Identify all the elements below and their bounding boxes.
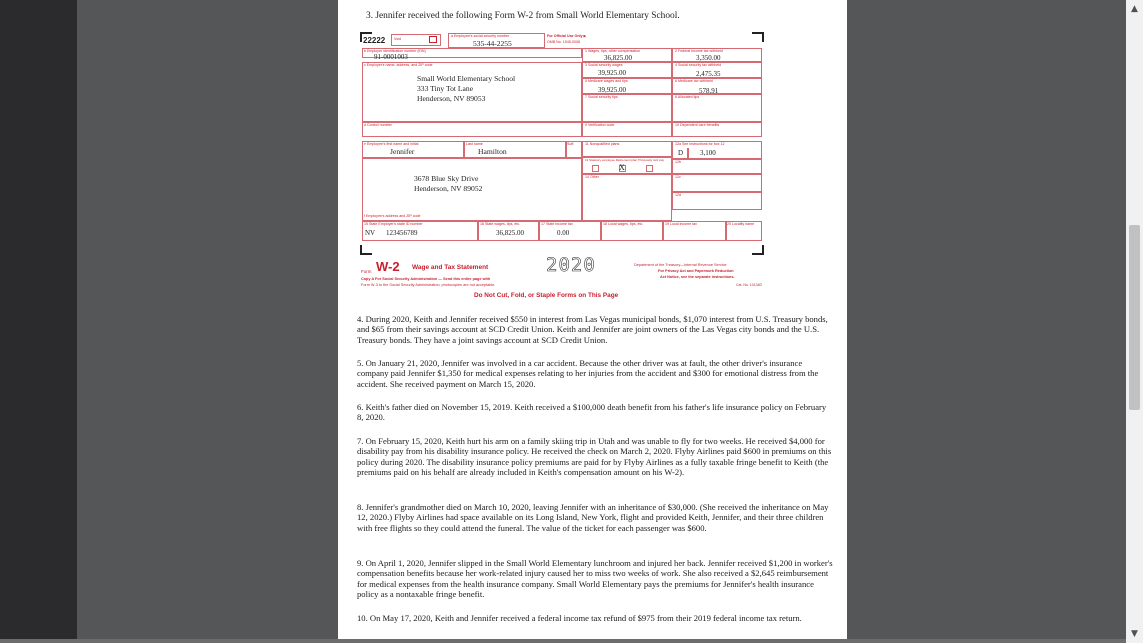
- scroll-down-icon[interactable]: ▼: [1131, 629, 1138, 639]
- privacy-text-2: Act Notice, see the separate instructions.: [660, 275, 735, 279]
- left-panel: [0, 0, 77, 643]
- divider: [662, 221, 664, 241]
- official-use: For Official Use Only ▶: [547, 34, 587, 38]
- form-corner: [752, 245, 764, 255]
- box-4-label: 4 Social security tax withheld: [675, 63, 722, 67]
- box-5-label: 5 Medicare wages and tips: [585, 79, 628, 83]
- box-12d-label: 12d: [675, 193, 681, 197]
- box-7-label: 7 Social security tips: [585, 95, 618, 99]
- question-5: 5. On January 21, 2020, Jennifer was involved in a car accident. Because the other driver was at fault, the other driver's insurance company paid Jennifer $1,350 for medical expenses relating to her injuries from the accident and $300 for emotional distress from the accident. She received payment on March 15, 2020.: [357, 358, 819, 389]
- divider: [463, 141, 465, 157]
- box-12a-label: 12a See instructions for box 12: [675, 142, 725, 146]
- employee-last-label: Last name: [466, 142, 483, 146]
- ssn-value: 535-44-2255: [473, 39, 512, 48]
- ssn-label: a Employee's social security number: [451, 34, 510, 38]
- box-16-value: 36,825.00: [496, 229, 524, 237]
- ein-value: 91-0001003: [374, 53, 408, 61]
- third-party-checkbox: [646, 165, 653, 172]
- box-14: [582, 174, 672, 221]
- box-6-label: 6 Medicare tax withheld: [675, 79, 713, 83]
- employee-address-label: f Employee's address and ZIP code: [364, 214, 421, 218]
- box-17-value: 0.00: [557, 229, 570, 237]
- question-7: 7. On February 15, 2020, Keith hurt his arm on a family skiing trip in Utah and was unable to fly for two weeks. He received $4,000 for disability pay from his disability insurance policy. He received the check on March 2, 2020. Flyby Airlines paid $600 in premiums on this policy during 2020. The disability insurance policy premiums are paid for by Flyby Airlines as a fully taxable fringe benefit to Keith (the premiums paid on his behalf are already included in Keith's compensation amount on his W-2).: [357, 436, 832, 477]
- box-12b: [672, 159, 762, 174]
- box-10-label: 10 Dependent care benefits: [675, 123, 720, 127]
- copy-a-text: Copy A For Social Security Administration — Send this entire page with: [361, 277, 491, 281]
- box-6-value: 578.91: [699, 87, 719, 95]
- box-1-label: 1 Wages, tips, other compensation: [585, 49, 641, 53]
- divider: [687, 148, 689, 158]
- ein-label: b Employer identification number (EIN): [364, 49, 426, 53]
- form-year-text: 2020: [546, 254, 596, 276]
- box-11-label: 11 Nonqualified plans: [585, 142, 620, 146]
- retirement-mark: X: [619, 163, 625, 172]
- employee-last: Hamilton: [478, 147, 507, 156]
- horizontal-scrollbar[interactable]: [0, 639, 1126, 643]
- question-6: 6. Keith's father died on November 15, 2019. Keith received a $100,000 death benefit from his father's life insurance policy on February 8, 2020.: [357, 402, 827, 423]
- box-2-value: 3,350.00: [696, 54, 721, 62]
- employee-street: 3678 Blue Sky Drive: [414, 174, 479, 183]
- question-8: 8. Jennifer's grandmother died on March 10, 2020, leaving Jennifer with an inheritance of $30,000. (She received the inheritance on May 12, 2020.) Flyby Airlines had space available on its Long Island, New York, flight and provided Keith, Jennifer, and their three children with free flights so they could attend the funeral. The value of the ticket for each passenger was $600.: [357, 502, 829, 533]
- employer-name: Small World Elementary School: [417, 74, 516, 83]
- box-12d: [672, 192, 762, 210]
- scroll-up-icon[interactable]: ▲: [1131, 4, 1138, 14]
- form-corner: [360, 245, 372, 255]
- box-18-label: 18 Local wages, tips, etc.: [603, 222, 644, 226]
- box-3-value: 39,925.00: [598, 69, 626, 77]
- question-3: 3. Jennifer received the following Form W-2 from Small World Elementary School.: [366, 11, 680, 21]
- cat-number: Cat. No. 10134D: [736, 283, 763, 287]
- omb-number: OMB No. 1545-0008: [547, 40, 580, 44]
- question-10: 10. On May 17, 2020, Keith and Jennifer received a federal income tax refund of $975 from their 2019 federal income tax return.: [357, 613, 802, 623]
- box-20-label: 20 Locality name: [727, 222, 755, 226]
- box-2-label: 2 Federal income tax withheld: [675, 49, 723, 53]
- document-page: [338, 0, 847, 643]
- box-17-label: 17 State income tax: [541, 222, 573, 226]
- w2-form: [360, 32, 764, 258]
- statutory-checkbox: [592, 165, 599, 172]
- box-12c-label: 12c: [675, 175, 681, 179]
- divider: [538, 221, 540, 241]
- box-15-label: 15 State Employer's state ID number: [364, 222, 423, 226]
- box-12a-code: D: [678, 149, 684, 157]
- box-1-value: 36,825.00: [604, 54, 632, 62]
- form-year: [546, 254, 596, 276]
- box-9-label: 9 Verification code: [585, 123, 615, 127]
- scrollbar-thumb[interactable]: [1129, 225, 1140, 410]
- control-number-label: d Control number: [364, 123, 392, 127]
- employee-first: Jennifer: [390, 147, 415, 156]
- box-15-state: NV: [365, 229, 376, 237]
- employer-label: c Employer's name, address, and ZIP code: [364, 63, 433, 67]
- box-5-value: 39,925.00: [598, 86, 626, 94]
- employer-city: Henderson, NV 89053: [417, 94, 486, 103]
- privacy-text: For Privacy Act and Paperwork Reduction: [658, 269, 734, 273]
- box-12c: [672, 174, 762, 192]
- copy-a-text-2: Form W-3 to the Social Security Administration; photocopies are not acceptable.: [361, 283, 496, 287]
- box-4-value: 2,475.35: [696, 70, 721, 78]
- form-name: W-2: [376, 259, 400, 274]
- do-not-cut: Do Not Cut, Fold, or Staple Forms on This Page: [474, 292, 619, 299]
- box-3-label: 3 Social security wages: [585, 63, 623, 67]
- box-14-label: 14 Other: [585, 175, 599, 179]
- divider: [600, 221, 602, 241]
- divider: [477, 221, 479, 241]
- control-number-box: [362, 122, 582, 137]
- employer-street: 333 Tiny Tot Lane: [417, 84, 474, 93]
- form-corner: [752, 32, 764, 42]
- question-9: 9. On April 1, 2020, Jennifer slipped in the Small World Elementary lunchroom and injured her back. Jennifer received $1,200 in worker's compensation benefits because her work-related injury caused her to miss two weeks of work. She also received a $2,645 reimbursement for medical expenses from the health insurance company. Small World Elementary pays the premiums for Jennifer's health insurance policy as a nontaxable fringe benefit.: [357, 558, 833, 599]
- box-15-id: 123456789: [386, 229, 418, 237]
- box-12a-amount: 3,100: [700, 149, 716, 157]
- box-13-label: 13 Statutory employee Retirement plan Third-party sick pay: [585, 158, 664, 162]
- box-8-label: 8 Allocated tips: [675, 95, 700, 99]
- employee-city: Henderson, NV 89052: [414, 184, 483, 193]
- form-code: 22222: [363, 36, 386, 45]
- void-checkbox: [429, 36, 437, 43]
- void-label: Void: [394, 37, 401, 41]
- dept-text: Department of the Treasury—Internal Revenue Service: [634, 263, 727, 267]
- box-12b-label: 12b: [675, 160, 681, 164]
- question-4: 4. During 2020, Keith and Jennifer received $550 in interest from Las Vegas municipal bonds, $1,070 interest from U.S. Treasury bonds, and $65 from their savings account at SCD Credit Union. Keith and Jennifer are joint owners of the Las Vegas city bonds and the U.S. Treasury bonds. They have a joint savings account at SCD Credit Union.: [357, 314, 828, 345]
- vertical-scrollbar[interactable]: [1126, 0, 1143, 643]
- form-label: Form: [361, 269, 372, 274]
- box-19-label: 19 Local income tax: [665, 222, 697, 226]
- divider: [362, 157, 582, 159]
- form-title: Wage and Tax Statement: [412, 264, 489, 271]
- box-16-label: 16 State wages, tips, etc.: [480, 222, 521, 226]
- employee-first-label: e Employee's first name and initial: [364, 142, 419, 146]
- suffix-label: Suff.: [567, 142, 575, 146]
